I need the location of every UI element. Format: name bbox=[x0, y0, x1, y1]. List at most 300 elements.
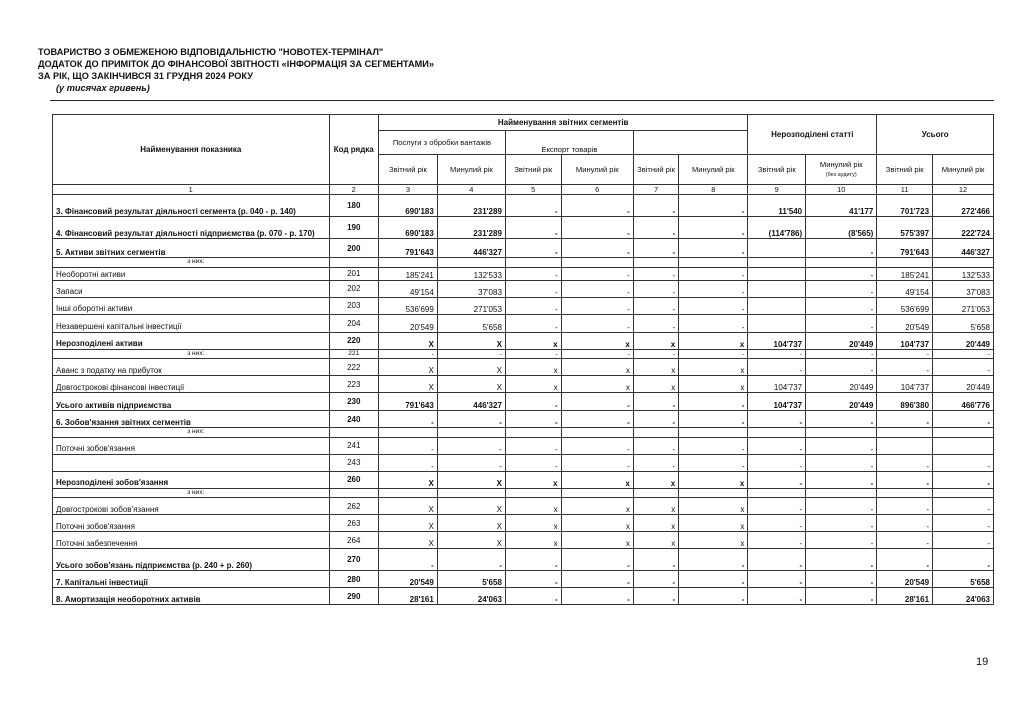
value-cell: - bbox=[633, 411, 678, 428]
table-row bbox=[53, 314, 994, 332]
value-cell: 185'241 bbox=[877, 267, 933, 280]
value-cell: 20'549 bbox=[379, 314, 438, 332]
value-cell bbox=[679, 258, 748, 268]
value-cell: - bbox=[679, 349, 748, 359]
value-cell: 49'154 bbox=[877, 280, 933, 297]
value-cell bbox=[933, 488, 994, 498]
value-cell: - bbox=[437, 411, 505, 428]
cur-year-header: Звітний рік bbox=[379, 155, 438, 185]
value-cell: - bbox=[561, 454, 633, 471]
indicator-name: Аванс з податку на прибуток bbox=[53, 359, 330, 376]
value-cell: - bbox=[561, 393, 633, 411]
value-cell: - bbox=[679, 217, 748, 239]
value-cell: 104'737 bbox=[748, 393, 806, 411]
table-row bbox=[53, 280, 994, 297]
value-cell: - bbox=[806, 515, 877, 532]
value-cell: X bbox=[437, 532, 505, 549]
value-cell: - bbox=[561, 349, 633, 359]
row-code bbox=[329, 258, 379, 268]
table-body bbox=[53, 195, 994, 605]
value-cell: - bbox=[679, 239, 748, 258]
unallocated-header: Нерозподілені статті bbox=[748, 115, 877, 155]
value-cell: - bbox=[748, 359, 806, 376]
value-cell: - bbox=[933, 498, 994, 515]
value-cell: - bbox=[379, 549, 438, 571]
value-cell: 791'643 bbox=[379, 239, 438, 258]
value-cell: 24'063 bbox=[437, 588, 505, 605]
value-cell: - bbox=[633, 297, 678, 314]
value-cell: - bbox=[379, 454, 438, 471]
value-cell: 104'737 bbox=[748, 332, 806, 349]
row-code bbox=[329, 428, 379, 438]
value-cell: 132'533 bbox=[437, 267, 505, 280]
indicator-name: з них: bbox=[53, 349, 330, 359]
row-code: 280 bbox=[329, 571, 379, 588]
value-cell bbox=[933, 258, 994, 268]
value-cell: x bbox=[505, 498, 561, 515]
value-cell bbox=[679, 428, 748, 438]
row-code: 263 bbox=[329, 515, 379, 532]
value-cell: 446'327 bbox=[933, 239, 994, 258]
table-row bbox=[53, 498, 994, 515]
currency-unit: (у тисячах гривень) bbox=[56, 83, 150, 93]
value-cell: X bbox=[437, 515, 505, 532]
value-cell: - bbox=[933, 532, 994, 549]
column-number: 6 bbox=[561, 185, 633, 195]
segment-empty-header bbox=[633, 131, 748, 155]
value-cell: 536'699 bbox=[379, 297, 438, 314]
table-row bbox=[53, 532, 994, 549]
prev-year-header: Минулий рік bbox=[437, 155, 505, 185]
value-cell: - bbox=[379, 411, 438, 428]
value-cell: - bbox=[437, 437, 505, 454]
value-cell: - bbox=[679, 571, 748, 588]
table-row bbox=[53, 349, 994, 359]
table-row bbox=[53, 488, 994, 498]
column-number: 8 bbox=[679, 185, 748, 195]
value-cell: - bbox=[561, 437, 633, 454]
value-cell: 446'327 bbox=[437, 393, 505, 411]
value-cell: 271'053 bbox=[437, 297, 505, 314]
value-cell: - bbox=[505, 437, 561, 454]
value-cell: 132'533 bbox=[933, 267, 994, 280]
indicator-name: 7. Капітальні інвестиції bbox=[53, 571, 330, 588]
value-cell: - bbox=[748, 571, 806, 588]
table-row bbox=[53, 297, 994, 314]
value-cell: x bbox=[561, 332, 633, 349]
value-cell: - bbox=[806, 471, 877, 488]
value-cell: - bbox=[806, 588, 877, 605]
row-code: 200 bbox=[329, 239, 379, 258]
value-cell: 690'183 bbox=[379, 217, 438, 239]
value-cell: - bbox=[877, 498, 933, 515]
row-code: 290 bbox=[329, 588, 379, 605]
value-cell: x bbox=[679, 532, 748, 549]
value-cell: (114'786) bbox=[748, 217, 806, 239]
value-cell: - bbox=[633, 454, 678, 471]
indicator-name: Довгострокові фінансові інвестиції bbox=[53, 376, 330, 393]
value-cell: - bbox=[561, 195, 633, 217]
column-number: 2 bbox=[329, 185, 379, 195]
table-row bbox=[53, 549, 994, 571]
value-cell: 20'449 bbox=[933, 376, 994, 393]
indicator-name: 8. Амортизація необоротних активів bbox=[53, 588, 330, 605]
column-number: 9 bbox=[748, 185, 806, 195]
value-cell bbox=[933, 428, 994, 438]
value-cell: - bbox=[877, 549, 933, 571]
value-cell: x bbox=[633, 515, 678, 532]
value-cell: 28'161 bbox=[379, 588, 438, 605]
value-cell bbox=[505, 488, 561, 498]
value-cell bbox=[877, 258, 933, 268]
value-cell: - bbox=[505, 314, 561, 332]
indicator-name: Незавершені капітальні інвестиції bbox=[53, 314, 330, 332]
value-cell: - bbox=[806, 349, 877, 359]
row-code: 264 bbox=[329, 532, 379, 549]
value-cell: - bbox=[633, 349, 678, 359]
value-cell: - bbox=[437, 549, 505, 571]
value-cell: - bbox=[437, 454, 505, 471]
value-cell bbox=[748, 280, 806, 297]
cur-year-header: Звітний рік bbox=[748, 155, 806, 185]
value-cell: 20'549 bbox=[877, 571, 933, 588]
value-cell bbox=[561, 258, 633, 268]
value-cell: - bbox=[806, 267, 877, 280]
value-cell: 104'737 bbox=[877, 332, 933, 349]
value-cell: 185'241 bbox=[379, 267, 438, 280]
value-cell: - bbox=[505, 217, 561, 239]
value-cell bbox=[633, 428, 678, 438]
value-cell: - bbox=[633, 571, 678, 588]
value-cell: - bbox=[877, 471, 933, 488]
value-cell: - bbox=[633, 195, 678, 217]
value-cell: - bbox=[561, 571, 633, 588]
value-cell: x bbox=[561, 359, 633, 376]
value-cell: - bbox=[679, 437, 748, 454]
row-code: 222 bbox=[329, 359, 379, 376]
prev-year-header: Минулий рік bbox=[679, 155, 748, 185]
value-cell: X bbox=[379, 515, 438, 532]
value-cell: 37'083 bbox=[437, 280, 505, 297]
value-cell: - bbox=[748, 588, 806, 605]
column-number: 5 bbox=[505, 185, 561, 195]
value-cell: - bbox=[561, 280, 633, 297]
value-cell: - bbox=[633, 267, 678, 280]
value-cell: - bbox=[633, 239, 678, 258]
value-cell: x bbox=[679, 332, 748, 349]
row-code: 201 bbox=[329, 267, 379, 280]
value-cell: - bbox=[633, 549, 678, 571]
value-cell: 24'063 bbox=[933, 588, 994, 605]
value-cell: - bbox=[679, 267, 748, 280]
value-cell: - bbox=[806, 297, 877, 314]
value-cell: 104'737 bbox=[877, 376, 933, 393]
value-cell: - bbox=[933, 515, 994, 532]
value-cell bbox=[437, 488, 505, 498]
value-cell: - bbox=[748, 515, 806, 532]
value-cell: - bbox=[633, 437, 678, 454]
value-cell: 791'643 bbox=[877, 239, 933, 258]
value-cell: - bbox=[505, 195, 561, 217]
indicator-name: з них: bbox=[53, 428, 330, 438]
value-cell: 896'380 bbox=[877, 393, 933, 411]
value-cell: - bbox=[806, 239, 877, 258]
value-cell: - bbox=[748, 411, 806, 428]
indicator-name: Запаси bbox=[53, 280, 330, 297]
value-cell: - bbox=[505, 588, 561, 605]
value-cell: - bbox=[679, 549, 748, 571]
value-cell: - bbox=[933, 359, 994, 376]
value-cell: 37'083 bbox=[933, 280, 994, 297]
value-cell: x bbox=[679, 515, 748, 532]
value-cell: - bbox=[633, 217, 678, 239]
value-cell: x bbox=[633, 498, 678, 515]
value-cell bbox=[877, 488, 933, 498]
value-cell: - bbox=[561, 549, 633, 571]
value-cell: x bbox=[561, 376, 633, 393]
total-header: Усього bbox=[877, 115, 994, 155]
value-cell: X bbox=[379, 332, 438, 349]
table-row bbox=[53, 454, 994, 471]
value-cell: - bbox=[633, 588, 678, 605]
value-cell: - bbox=[933, 471, 994, 488]
value-cell: 466'776 bbox=[933, 393, 994, 411]
value-cell: - bbox=[877, 515, 933, 532]
value-cell: - bbox=[633, 393, 678, 411]
value-cell bbox=[748, 488, 806, 498]
table-row bbox=[53, 471, 994, 488]
value-cell: - bbox=[748, 437, 806, 454]
value-cell: - bbox=[806, 498, 877, 515]
value-cell: - bbox=[748, 349, 806, 359]
value-cell: - bbox=[748, 532, 806, 549]
table-row bbox=[53, 217, 994, 239]
value-cell: 20'449 bbox=[933, 332, 994, 349]
value-cell: - bbox=[748, 471, 806, 488]
value-cell: - bbox=[679, 454, 748, 471]
indicator-name bbox=[53, 454, 330, 471]
row-code: 240 bbox=[329, 411, 379, 428]
cur-year-header: Звітний рік bbox=[633, 155, 678, 185]
value-cell bbox=[437, 428, 505, 438]
prev-year-unaudited-header: Минулий рік (без аудиту) bbox=[806, 155, 877, 185]
table-row bbox=[53, 437, 994, 454]
value-cell: x bbox=[633, 359, 678, 376]
value-cell bbox=[505, 428, 561, 438]
value-cell: x bbox=[679, 376, 748, 393]
value-cell: - bbox=[505, 393, 561, 411]
value-cell: 104'737 bbox=[748, 376, 806, 393]
prev-year-header: Минулий рік bbox=[561, 155, 633, 185]
value-cell: x bbox=[505, 359, 561, 376]
value-cell bbox=[748, 314, 806, 332]
value-cell: X bbox=[437, 359, 505, 376]
value-cell: - bbox=[561, 239, 633, 258]
value-cell: x bbox=[633, 471, 678, 488]
row-code: 204 bbox=[329, 314, 379, 332]
value-cell: - bbox=[806, 359, 877, 376]
indicator-header: Найменування показника bbox=[53, 115, 330, 185]
value-cell: 446'327 bbox=[437, 239, 505, 258]
value-cell: (8'565) bbox=[806, 217, 877, 239]
report-header bbox=[38, 46, 434, 94]
value-cell: 272'466 bbox=[933, 195, 994, 217]
value-cell bbox=[379, 258, 438, 268]
value-cell: x bbox=[633, 376, 678, 393]
indicator-name: 3. Фінансовий результат діяльності сегмента (р. 040 - р. 140) bbox=[53, 195, 330, 217]
indicator-name: Необоротні активи bbox=[53, 267, 330, 280]
row-code: 243 bbox=[329, 454, 379, 471]
page-number: 19 bbox=[976, 656, 989, 668]
value-cell: - bbox=[877, 359, 933, 376]
value-cell: - bbox=[379, 349, 438, 359]
value-cell bbox=[561, 488, 633, 498]
table-row bbox=[53, 376, 994, 393]
value-cell: x bbox=[679, 471, 748, 488]
value-cell bbox=[748, 428, 806, 438]
value-cell: - bbox=[505, 411, 561, 428]
indicator-name: Довгострокові зобов'язання bbox=[53, 498, 330, 515]
table-row bbox=[53, 332, 994, 349]
value-cell bbox=[806, 428, 877, 438]
table-row bbox=[53, 195, 994, 217]
value-cell: - bbox=[806, 437, 877, 454]
table-row bbox=[53, 428, 994, 438]
report-period: ЗА РІК, ЩО ЗАКІНЧИВСЯ 31 ГРУДНЯ 2024 РОКУ bbox=[38, 71, 253, 81]
indicator-name: Нерозподілені зобов'язання bbox=[53, 471, 330, 488]
value-cell bbox=[933, 437, 994, 454]
value-cell: x bbox=[633, 532, 678, 549]
column-number: 1 bbox=[53, 185, 330, 195]
value-cell: X bbox=[437, 498, 505, 515]
value-cell: - bbox=[505, 571, 561, 588]
value-cell: X bbox=[437, 471, 505, 488]
cur-year-header: Звітний рік bbox=[877, 155, 933, 185]
value-cell: - bbox=[505, 239, 561, 258]
value-cell: - bbox=[806, 280, 877, 297]
value-cell: - bbox=[877, 411, 933, 428]
value-cell: 28'161 bbox=[877, 588, 933, 605]
value-cell: X bbox=[437, 332, 505, 349]
table-row bbox=[53, 571, 994, 588]
indicator-name: з них: bbox=[53, 488, 330, 498]
value-cell: - bbox=[561, 314, 633, 332]
value-cell: - bbox=[679, 314, 748, 332]
table-row bbox=[53, 393, 994, 411]
value-cell: x bbox=[561, 532, 633, 549]
table-row bbox=[53, 239, 994, 258]
value-cell bbox=[877, 437, 933, 454]
row-code: 270 bbox=[329, 549, 379, 571]
row-code: 220 bbox=[329, 332, 379, 349]
value-cell: - bbox=[806, 411, 877, 428]
row-code: 221 bbox=[329, 349, 379, 359]
value-cell: - bbox=[933, 349, 994, 359]
value-cell: 536'699 bbox=[877, 297, 933, 314]
value-cell: 5'658 bbox=[437, 314, 505, 332]
value-cell: x bbox=[561, 498, 633, 515]
value-cell: 20'449 bbox=[806, 376, 877, 393]
value-cell bbox=[748, 297, 806, 314]
value-cell bbox=[379, 488, 438, 498]
value-cell: 20'549 bbox=[877, 314, 933, 332]
table-row bbox=[53, 267, 994, 280]
prev-year-header: Минулий рік bbox=[933, 155, 994, 185]
segment-information-table bbox=[52, 114, 994, 605]
value-cell: - bbox=[806, 454, 877, 471]
value-cell: x bbox=[505, 515, 561, 532]
value-cell: - bbox=[806, 549, 877, 571]
value-cell: - bbox=[877, 454, 933, 471]
value-cell: - bbox=[748, 454, 806, 471]
row-code bbox=[329, 488, 379, 498]
value-cell bbox=[633, 258, 678, 268]
value-cell: - bbox=[437, 349, 505, 359]
value-cell: - bbox=[505, 267, 561, 280]
row-code: 202 bbox=[329, 280, 379, 297]
value-cell: 20'449 bbox=[806, 393, 877, 411]
indicator-name: Поточні зобов'язання bbox=[53, 437, 330, 454]
value-cell: - bbox=[679, 195, 748, 217]
value-cell: - bbox=[379, 437, 438, 454]
value-cell bbox=[633, 488, 678, 498]
value-cell: 222'724 bbox=[933, 217, 994, 239]
value-cell: 701'723 bbox=[877, 195, 933, 217]
indicator-name: 5. Активи звітних сегментів bbox=[53, 239, 330, 258]
row-code: 230 bbox=[329, 393, 379, 411]
value-cell: - bbox=[679, 280, 748, 297]
value-cell: 271'053 bbox=[933, 297, 994, 314]
value-cell bbox=[806, 488, 877, 498]
value-cell: 41'177 bbox=[806, 195, 877, 217]
value-cell: X bbox=[379, 471, 438, 488]
value-cell: - bbox=[561, 297, 633, 314]
value-cell: - bbox=[933, 549, 994, 571]
segment-export-header: Експорт товарів bbox=[505, 131, 633, 155]
value-cell: 5'658 bbox=[933, 314, 994, 332]
value-cell: X bbox=[379, 532, 438, 549]
value-cell bbox=[877, 428, 933, 438]
header-divider bbox=[50, 100, 994, 101]
value-cell: - bbox=[679, 411, 748, 428]
value-cell: x bbox=[561, 471, 633, 488]
row-code: 241 bbox=[329, 437, 379, 454]
indicator-name: Поточні зобов'язання bbox=[53, 515, 330, 532]
value-cell: - bbox=[748, 549, 806, 571]
value-cell: - bbox=[933, 454, 994, 471]
table-row bbox=[53, 411, 994, 428]
value-cell: 20'449 bbox=[806, 332, 877, 349]
value-cell bbox=[437, 258, 505, 268]
value-cell: - bbox=[806, 314, 877, 332]
value-cell: 575'397 bbox=[877, 217, 933, 239]
row-code: 260 bbox=[329, 471, 379, 488]
row-code: 190 bbox=[329, 217, 379, 239]
value-cell: - bbox=[505, 297, 561, 314]
code-header: Код рядка bbox=[329, 115, 379, 185]
value-cell: x bbox=[505, 532, 561, 549]
value-cell: - bbox=[679, 297, 748, 314]
value-cell: - bbox=[561, 217, 633, 239]
column-number: 7 bbox=[633, 185, 678, 195]
value-cell: - bbox=[806, 532, 877, 549]
value-cell: - bbox=[505, 280, 561, 297]
value-cell: - bbox=[633, 314, 678, 332]
indicator-name: 6. Зобов'язання звітних сегментів bbox=[53, 411, 330, 428]
value-cell: - bbox=[877, 349, 933, 359]
value-cell: 11'540 bbox=[748, 195, 806, 217]
indicator-name: Нерозподілені активи bbox=[53, 332, 330, 349]
